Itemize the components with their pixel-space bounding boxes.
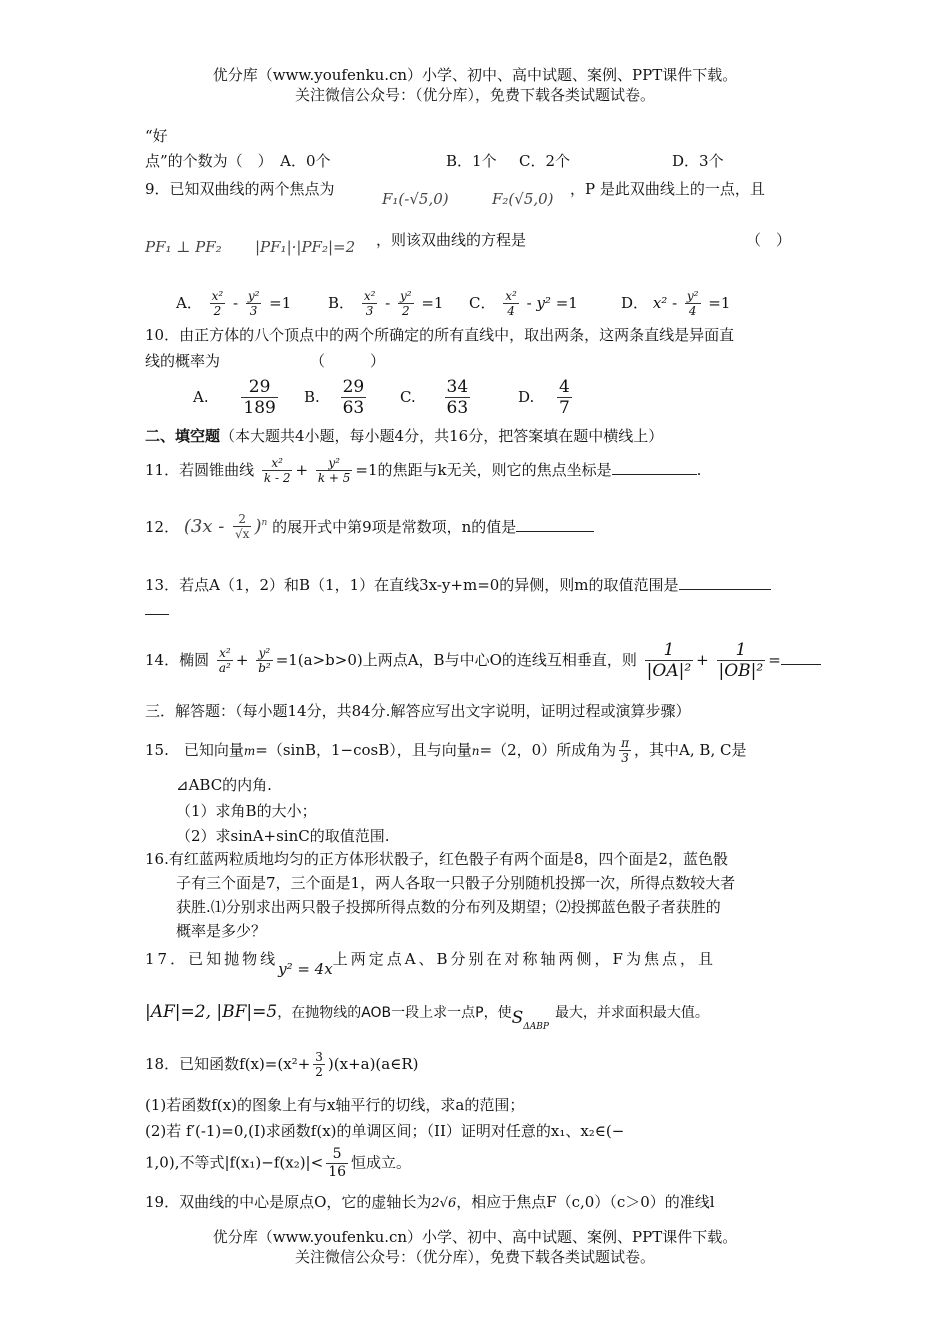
q13-line-1: 13．若点A（1，2）和B（1，1）在直线3x-y+m=0的异侧，则m的取值范围是 <box>145 576 771 594</box>
q10-line-1: 10．由正方体的八个顶点中的两个所确定的所有直线中，取出两条，这两条直线是异面直 <box>145 326 735 344</box>
q10-option-b-fraction: $\frac{29}{63}$ <box>342 377 365 419</box>
q15-part-1: （1）求角B的大小； <box>176 802 317 820</box>
q9-option-b: B． $\frac{\text{x²}}{3}$ - $\frac{\text{y²}}{2}$ =1 <box>328 289 444 319</box>
q9-option-b-x-term: $\frac{\text{x²}}{3}$ <box>363 289 376 319</box>
q10-option-a-label: A. <box>193 387 209 406</box>
q15-angle-fraction: $\frac{\pi}{3}$ <box>621 736 630 766</box>
q10-option-c <box>400 377 473 419</box>
q10-line-2: 线的概率为 <box>145 352 221 370</box>
q10-option-c-fraction: $\frac{34}{63}$ <box>446 377 469 419</box>
q16-line-2: 子有三个面是7，三个面是1，两人各取一只骰子分别随机投掷一次，所得点数较大者 <box>176 874 736 892</box>
q9-focus-2: F₂(√5,0) <box>492 190 554 208</box>
q15-line-1: 15. 已知向量m=（sinB，1−cosB），且与向量n=（2，0）所成角为 $\frac{\pi}{3}$ ，其中A, B, C是 <box>145 736 747 766</box>
q10-option-a-fraction: $\frac{29}{189}$ <box>243 377 276 419</box>
q19-line-1: 19．双曲线的中心是原点O，它的虚轴长为2√6，相应于焦点F（c,0）（c＞0）的准线l <box>145 1193 715 1211</box>
q10-option-d-fraction: $\frac{4}{7}$ <box>559 377 570 419</box>
q10-option-b <box>304 377 369 419</box>
q9-option-d-label: D． <box>621 293 649 312</box>
q15-vector-m: m <box>243 743 256 758</box>
q15-part-2: （2）求sinA+sinC的取值范围. <box>176 827 390 845</box>
q18-fraction: $\frac{3}{2}$ <box>315 1050 323 1080</box>
q8-option-b: B．1个 <box>446 152 497 170</box>
q9-answer-paren: （ ） <box>746 231 792 249</box>
q14-y-term: $\frac{\text{y²}}{\text{b²}}$ <box>258 646 271 676</box>
q16-line-3: 获胜.⑴分别求出两只骰子投掷所得点数的分布列及期望；⑵投掷蓝色骰子者获胜的 <box>176 898 721 916</box>
q8-fragment-2: 点”的个数为（ ） A．0个 <box>145 152 331 170</box>
q19-imaginary-axis-length: 2√6 <box>431 1196 457 1211</box>
q11: 11．若圆锥曲线 $\frac{\text{x²}}{k - 2}$ + $\frac{\text{y²}}{k + 5}$ =1的焦距与k无关，则它的焦点坐标是 . <box>145 456 702 486</box>
q9-stem-tail: ，P 是此双曲线上的一点，且 <box>570 180 765 198</box>
q13-answer-blank-continued[interactable] <box>145 604 169 615</box>
q10-answer-paren: （ ） <box>310 352 386 370</box>
q9-option-d-y-term: $\frac{\text{y²}}{4}$ <box>686 289 699 319</box>
q14: 14．椭圆 $\frac{\text{x²}}{\text{a²}}$ + $\frac{\text{y²}}{\text{b²}}$ =1(a>b>0)上两点A，B与中心O的连线互相垂直，则 $\frac{1}{\text{|OA|²}}$ + $\frac{1}{\text{|OB|²}}$ = <box>145 640 821 682</box>
q12: 12． (3x - $\frac{2}{√x}$ )$^n$ 的展开式中第9项是常数项，n的值是 <box>145 512 594 542</box>
q11-answer-blank[interactable] <box>612 474 697 475</box>
q13-answer-blank[interactable] <box>679 589 771 590</box>
q9-condition-1: PF₁ ⊥ PF₂ <box>145 238 222 256</box>
q9-option-c-label: C． <box>469 293 496 312</box>
q12-binomial: (3x - $\frac{2}{√x}$ )$^n$ <box>183 512 268 542</box>
q9-option-a-label: A． <box>176 293 202 312</box>
header-line-1: 优分库（www.youfenku.cn）小学、初中、高中试题、案例、PPT课件下载。 <box>212 66 738 84</box>
header-line-2: 关注微信公众号：（优分库），免费下载各类试题试卷。 <box>294 86 655 104</box>
q9-stem: 9．已知双曲线的两个焦点为 <box>145 180 335 198</box>
q17-line-2: |AF|=2, |BF|=5，在抛物线的AOB一段上求一点P，使$S_{\Delta ABP}$最大，并求面积最大值。 <box>145 1002 709 1032</box>
q18-part-3: 1,0),不等式|f(x₁)−f(x₂)|< $\frac{5}{16}$ 恒成立。 <box>145 1146 412 1180</box>
q9-focus-1: F₁(-√5,0) <box>382 190 449 208</box>
q18-part-2: (2)若 f′(-1)=0,(I)求函数f(x)的单调区间；（II）证明对任意的x₁、x₂∈(− <box>145 1122 625 1140</box>
q8-fragment-1: “好 <box>145 127 168 145</box>
footer-line-2: 关注微信公众号：（优分库），免费下载各类试题试卷。 <box>294 1248 655 1266</box>
q14-ob-term: $\frac{1}{\text{|OB|²}}$ <box>718 640 764 682</box>
footer-line-1: 优分库（www.youfenku.cn）小学、初中、高中试题、案例、PPT课件下载。 <box>212 1228 738 1246</box>
q15-line-2: ⊿ABC的内角. <box>176 776 272 794</box>
q8-option-c: C．2个 <box>519 152 571 170</box>
section-2-title: 二、填空题 <box>145 427 221 445</box>
q14-answer-blank[interactable] <box>781 664 821 665</box>
q14-oa-term: $\frac{1}{\text{|OA|²}}$ <box>646 640 692 682</box>
q11-x-term: $\frac{\text{x²}}{k - 2}$ <box>263 456 291 486</box>
q17-distance-condition: |AF|=2, |BF|=5 <box>145 1002 278 1022</box>
q15-vector-n: n <box>471 743 480 758</box>
q10-option-d-label: D. <box>518 387 535 406</box>
q10-option-a <box>193 377 281 419</box>
q9-condition-2: |PF₁|·|PF₂|=2 <box>255 238 356 256</box>
q17-line-1: 17．已知抛物线y² = 4x上两定点A、B分别在对称轴两侧，F为焦点，且 <box>145 950 716 978</box>
q9-option-a: A． $\frac{\text{x²}}{2}$ - $\frac{\text{y²}}{3}$ =1 <box>176 289 292 319</box>
section-2-desc: （本大题共4小题，每小题4分，共16分，把答案填在题中横线上） <box>220 427 664 445</box>
q9-option-a-y-term: $\frac{\text{y²}}{3}$ <box>247 289 260 319</box>
q17-parabola-equation: y² = 4x <box>278 960 333 978</box>
q11-y-term: $\frac{\text{y²}}{k + 5}$ <box>317 456 351 486</box>
q10-option-c-label: C. <box>400 387 416 406</box>
q9-option-d: D． x² - $\frac{\text{y²}}{4}$ =1 <box>621 289 731 319</box>
q9-option-c-x-term: $\frac{\text{x²}}{4}$ <box>505 289 517 319</box>
q18-bound-fraction: $\frac{5}{16}$ <box>328 1146 347 1180</box>
q16-line-1: 16.有红蓝两粒质地均匀的正方体形状骰子，红色骰子有两个面是8，四个面是2，蓝色骰 <box>145 850 728 868</box>
q14-x-term: $\frac{\text{x²}}{\text{a²}}$ <box>218 646 231 676</box>
q18-part-1: (1)若函数f(x)的图象上有与x轴平行的切线，求a的范围； <box>145 1096 525 1114</box>
q18-stem: 18．已知函数f(x)=(x²+ $\frac{3}{2}$ )(x+a)(a∈R) <box>145 1050 419 1080</box>
q9-condition-tail: ，则该双曲线的方程是 <box>376 231 527 249</box>
section-2-heading <box>145 427 663 445</box>
q8-option-d: D．3个 <box>672 152 724 170</box>
q10-option-d <box>518 377 575 419</box>
q12-answer-blank[interactable] <box>516 531 594 532</box>
q9-option-a-x-term: $\frac{\text{x²}}{2}$ <box>211 289 224 319</box>
q10-option-b-label: B. <box>304 387 320 406</box>
section-3-title: 三．解答题：（每小题14分，共84分.解答应写出文字说明，证明过程或演算步骤） <box>145 702 691 720</box>
q9-option-b-y-term: $\frac{\text{y²}}{2}$ <box>400 289 412 319</box>
q9-option-c: C． $\frac{\text{x²}}{4}$ - y² =1 <box>469 289 578 319</box>
q9-option-b-label: B． <box>328 293 355 312</box>
q16-line-4: 概率是多少？ <box>176 922 267 940</box>
